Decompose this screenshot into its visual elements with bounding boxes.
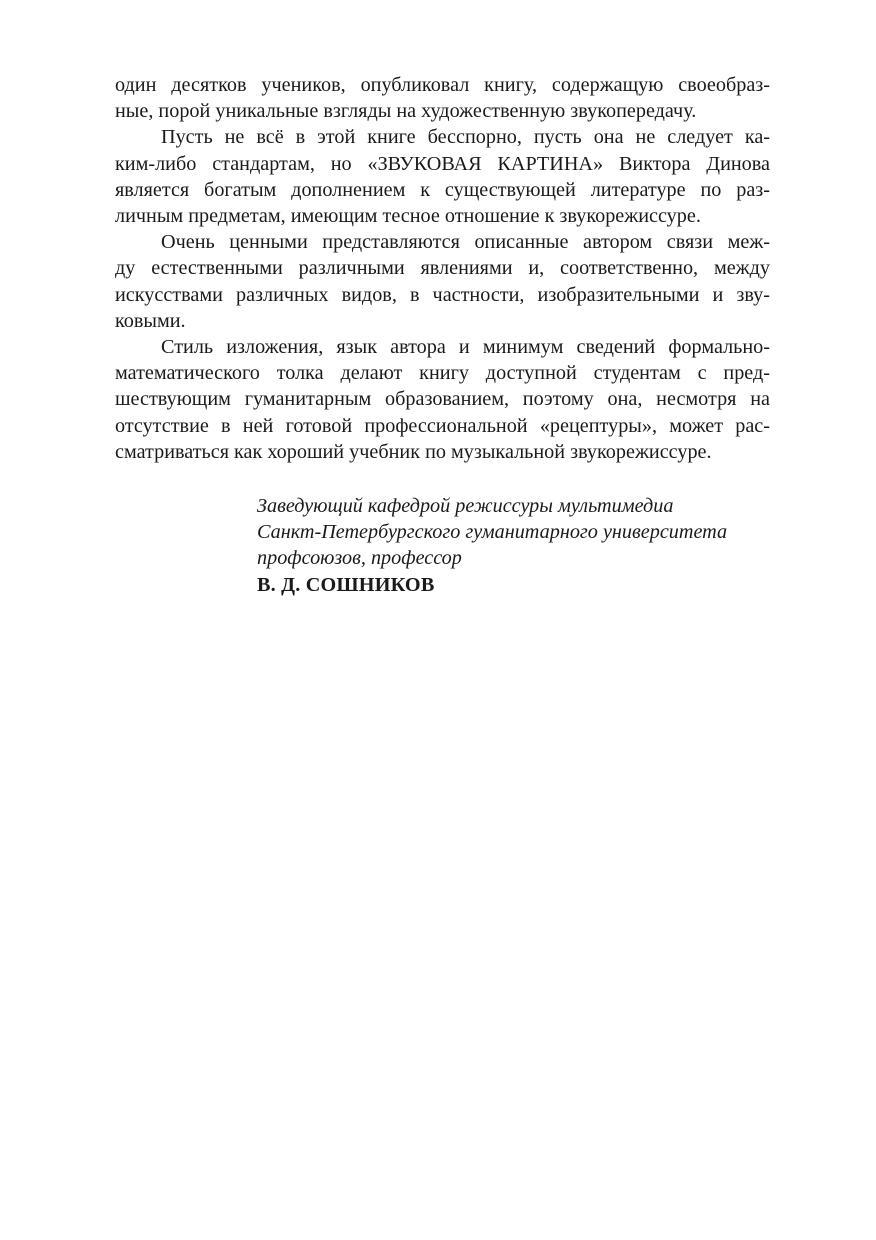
- text-line: ким-либо стандартам, но «ЗВУКОВАЯ КАРТИНА» Виктора Динова: [115, 152, 770, 175]
- text-line: Очень ценными представляются описанные автором связи меж-: [161, 231, 770, 254]
- text-line: личным предметам, имеющим тесное отношение к звукорежиссуре.: [115, 205, 701, 228]
- paragraph: [115, 72, 770, 124]
- text-line: Стиль изложения, язык автора и минимум сведений формально-: [161, 336, 770, 359]
- signature-block: [257, 493, 777, 598]
- text-line: искусствами различных видов, в частности, изобразительными и зву-: [115, 283, 770, 306]
- text-line: сматриваться как хороший учебник по музыкальной звукорежиссуре.: [115, 440, 712, 463]
- text-line: шествующим гуманитарным образованием, поэтому она, несмотря на: [115, 388, 770, 411]
- signature-position-line: Санкт-Петербургского гуманитарного университета: [257, 521, 728, 544]
- text-line: один десятков учеников, опубликовал книгу, содержащую своеобраз-: [115, 74, 770, 96]
- text-line: отсутствие в ней готовой профессиональной «рецептуры», может рас-: [115, 414, 770, 437]
- signature-position-line: профсоюзов, профессор: [257, 547, 462, 570]
- text-line: ковыми.: [115, 309, 186, 332]
- signature-name: В. Д. СОШНИКОВ: [257, 573, 435, 596]
- text-line: является богатым дополнением к существующей литературе по раз-: [115, 178, 770, 201]
- paragraph: [115, 334, 770, 465]
- body-text: [115, 72, 770, 465]
- text-line: ные, порой уникальные взгляды на художественную звукопередачу.: [115, 100, 697, 123]
- signature-position-line: Заведующий кафедрой режиссуры мультимедиа: [257, 495, 674, 517]
- text-line: математического толка делают книгу доступной студентам с пред-: [115, 362, 770, 385]
- paragraph: [115, 124, 770, 229]
- paragraph: [115, 229, 770, 334]
- text-line: ду естественными различными явлениями и, соответственно, между: [115, 257, 770, 280]
- text-line: Пусть не всё в этой книге бесспорно, пусть она не следует ка-: [161, 126, 770, 149]
